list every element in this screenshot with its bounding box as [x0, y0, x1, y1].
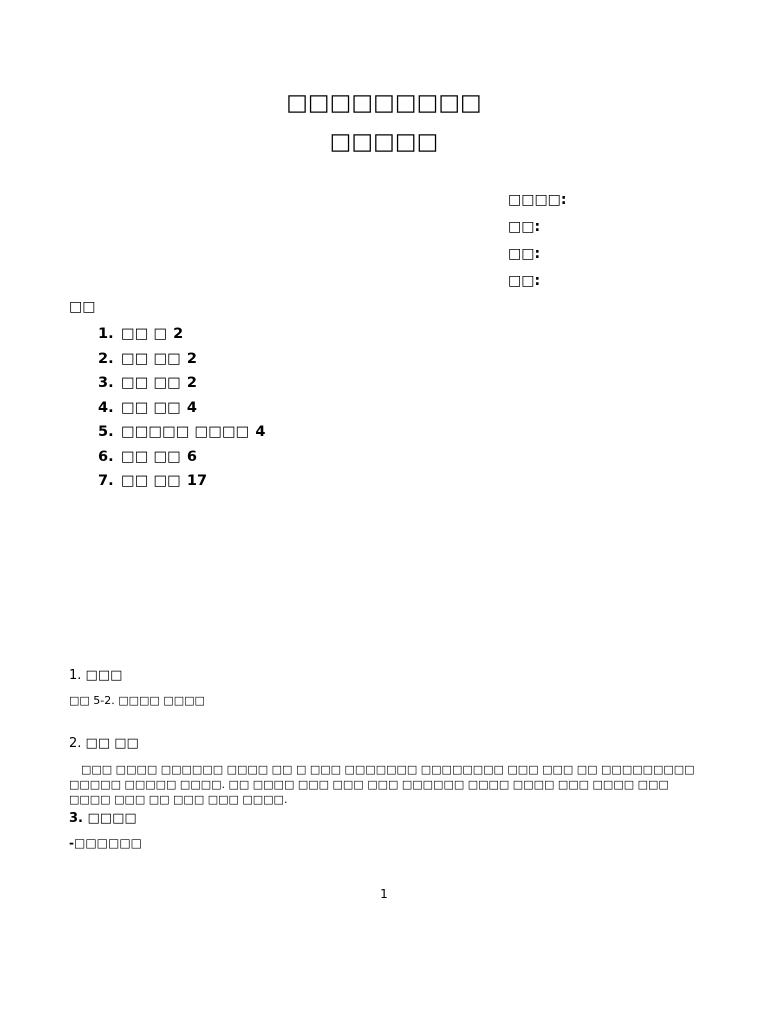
toc-item[interactable]	[98, 348, 265, 373]
toc-text: □□ □	[121, 326, 168, 342]
toc-page: 17	[186, 473, 208, 489]
toc-number: 4.	[98, 399, 114, 416]
toc-page: 4	[255, 424, 266, 440]
section-1-heading: 1. □□□	[69, 668, 123, 683]
toc-item[interactable]	[98, 446, 265, 471]
toc-item[interactable]	[98, 397, 265, 422]
toc-text: □□ □□	[121, 375, 181, 391]
meta-field: □□:	[508, 219, 541, 235]
section-3-body: -□□□□□□	[69, 836, 143, 850]
page-number: 1	[380, 887, 388, 901]
meta-field: □□:	[508, 273, 541, 289]
document-subtitle: □□□□□	[329, 129, 439, 155]
toc-page: 4	[186, 399, 197, 416]
toc-item[interactable]	[98, 372, 265, 397]
section-3-heading: 3. □□□□	[69, 811, 137, 826]
toc-number: 7.	[98, 473, 114, 489]
toc-text: □□ □□	[121, 448, 181, 465]
section-2-body: □□□ □□□□ □□□□□□ □□□□ □□ □ □□□ □□□□□□□ □□□□□□□□ □□□ □□□ □□ □□□□□□□□□ □□□□□ □□□□□ □□□□. □□ □□□□ □□□ □□□ □□□ □□□□□□ □□□□ □□□□ □□□ □□□□ □□□ □□□□ □□□ □□ □□□ □□□ □□□□.	[69, 763, 695, 806]
document-title: □□□□□□□□□	[286, 90, 482, 116]
toc-page: 6	[186, 448, 197, 465]
toc-heading: □□	[69, 299, 96, 315]
toc-item[interactable]	[98, 421, 265, 446]
toc-page: 2	[186, 375, 197, 391]
toc-text: □□ □□	[121, 350, 181, 367]
toc-number: 1.	[98, 326, 114, 342]
toc-item[interactable]	[98, 470, 265, 495]
toc-page: 2	[173, 326, 184, 342]
meta-field: □□□□:	[508, 192, 567, 208]
section-1-body: □□ 5-2. □□□□ □□□□	[69, 694, 205, 707]
toc-text: □□ □□	[121, 399, 181, 416]
toc-text: □□ □□	[121, 473, 181, 489]
toc-number: 6.	[98, 448, 114, 465]
toc-number: 5.	[98, 424, 114, 440]
author-info-block	[508, 188, 567, 296]
toc-text: □□□□□ □□□□	[121, 424, 250, 440]
meta-field: □□:	[508, 246, 541, 262]
toc-number: 3.	[98, 375, 114, 391]
section-2-heading: 2. □□ □□	[69, 736, 139, 751]
table-of-contents	[98, 323, 265, 495]
toc-item[interactable]	[98, 323, 265, 348]
toc-page: 2	[186, 350, 197, 367]
toc-number: 2.	[98, 350, 114, 367]
